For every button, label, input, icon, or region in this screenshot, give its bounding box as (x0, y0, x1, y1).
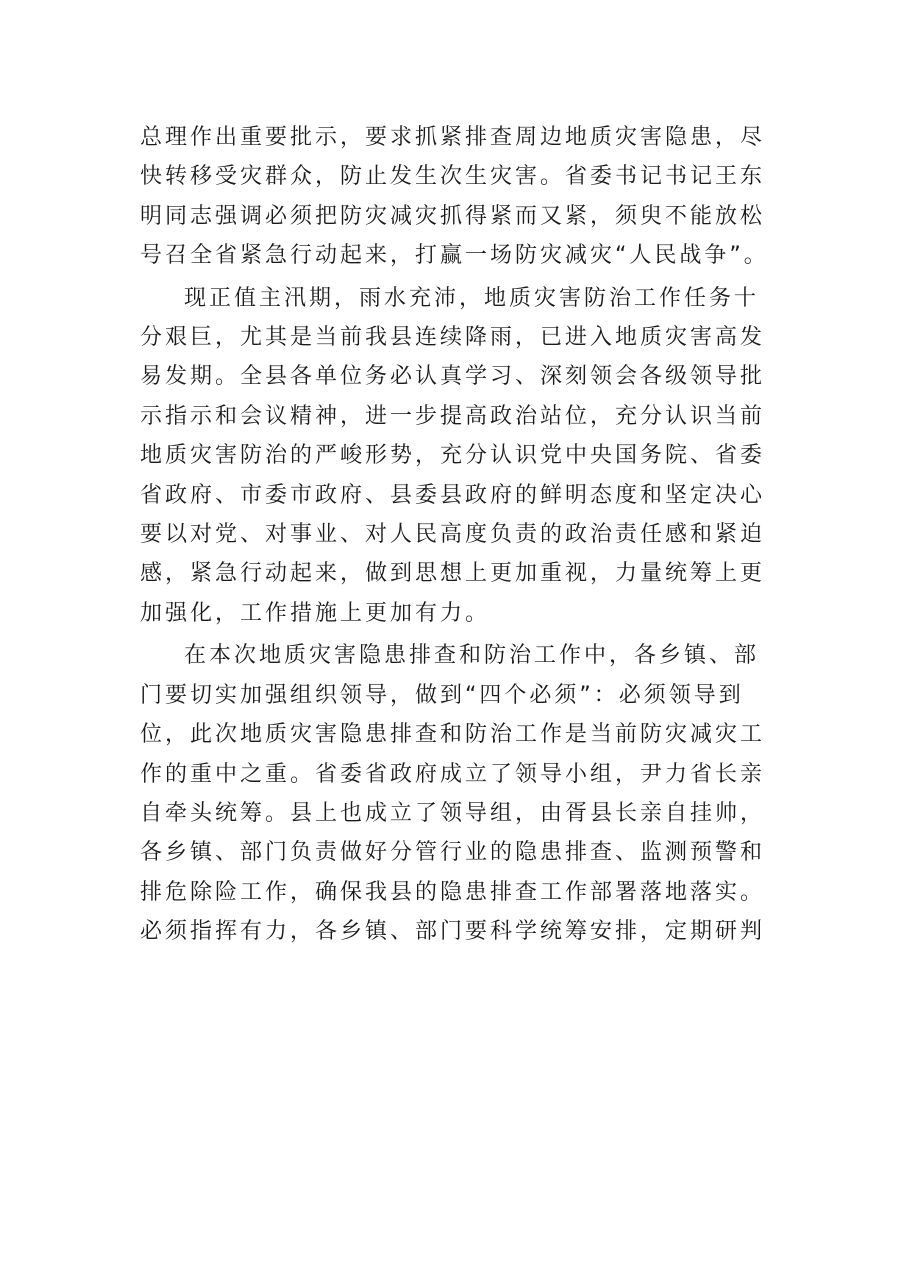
text-line: 自牵头统筹。县上也成立了领导组，由胥县长亲自挂帅， (140, 800, 766, 826)
text-line: 作的重中之重。省委省政府成立了领导小组，尹力省长亲 (140, 761, 766, 787)
text-line: 总理作出重要批示，要求抓紧排查周边地质灾害隐患，尽 (140, 125, 766, 150)
text-line: 易发期。全县各单位务必认真学习、深刻领会各级领导批 (140, 364, 766, 390)
text-line: 示指示和会议精神，进一步提高政治站位，充分认识当前 (140, 403, 766, 429)
text-line: 门要切实加强组织领导，做到“四个必须”：必须领导到 (140, 682, 744, 708)
text-line: 明同志强调必须把防灾减灾抓得紧而又紧，须臾不能放松 (140, 203, 766, 229)
text-line: 要以对党、对事业、对人民高度负责的政治责任感和紧迫 (140, 522, 766, 548)
text-line: 快转移受灾群众，防止发生次生灾害。省委书记书记王东 (140, 164, 766, 190)
text-line: 位，此次地质灾害隐患排查和防治工作是当前防灾减灾工 (140, 722, 766, 748)
paragraph-1 (140, 118, 780, 276)
text-line: 感，紧急行动起来，做到思想上更加重视，力量统筹上更 (140, 561, 766, 587)
text-line: 在本次地质灾害隐患排查和防治工作中，各乡镇、部 (184, 643, 760, 669)
text-line: 号召全省紧急行动起来，打赢一场防灾减灾“人民战争”。 (140, 243, 769, 269)
text-line: 加强化，工作措施上更加有力。 (140, 600, 491, 626)
paragraph-2 (140, 279, 780, 634)
text-line: 排危除险工作，确保我县的隐患排查工作部署落地落实。 (140, 879, 766, 905)
text-line: 各乡镇、部门负责做好分管行业的隐患排查、监测预警和 (140, 840, 766, 866)
text-line: 必须指挥有力，各乡镇、部门要科学统筹安排，定期研判 (140, 919, 766, 945)
text-line: 省政府、市委市政府、县委县政府的鲜明态度和坚定决心 (140, 482, 766, 508)
text-line: 分艰巨，尤其是当前我县连续降雨，已进入地质灾害高发 (140, 325, 766, 351)
document-body (140, 118, 780, 955)
text-line: 现正值主汛期，雨水充沛，地质灾害防治工作任务十 (184, 285, 760, 311)
text-line: 地质灾害防治的严峻形势，充分认识党中央国务院、省委 (140, 443, 766, 469)
paragraph-3 (140, 636, 780, 951)
